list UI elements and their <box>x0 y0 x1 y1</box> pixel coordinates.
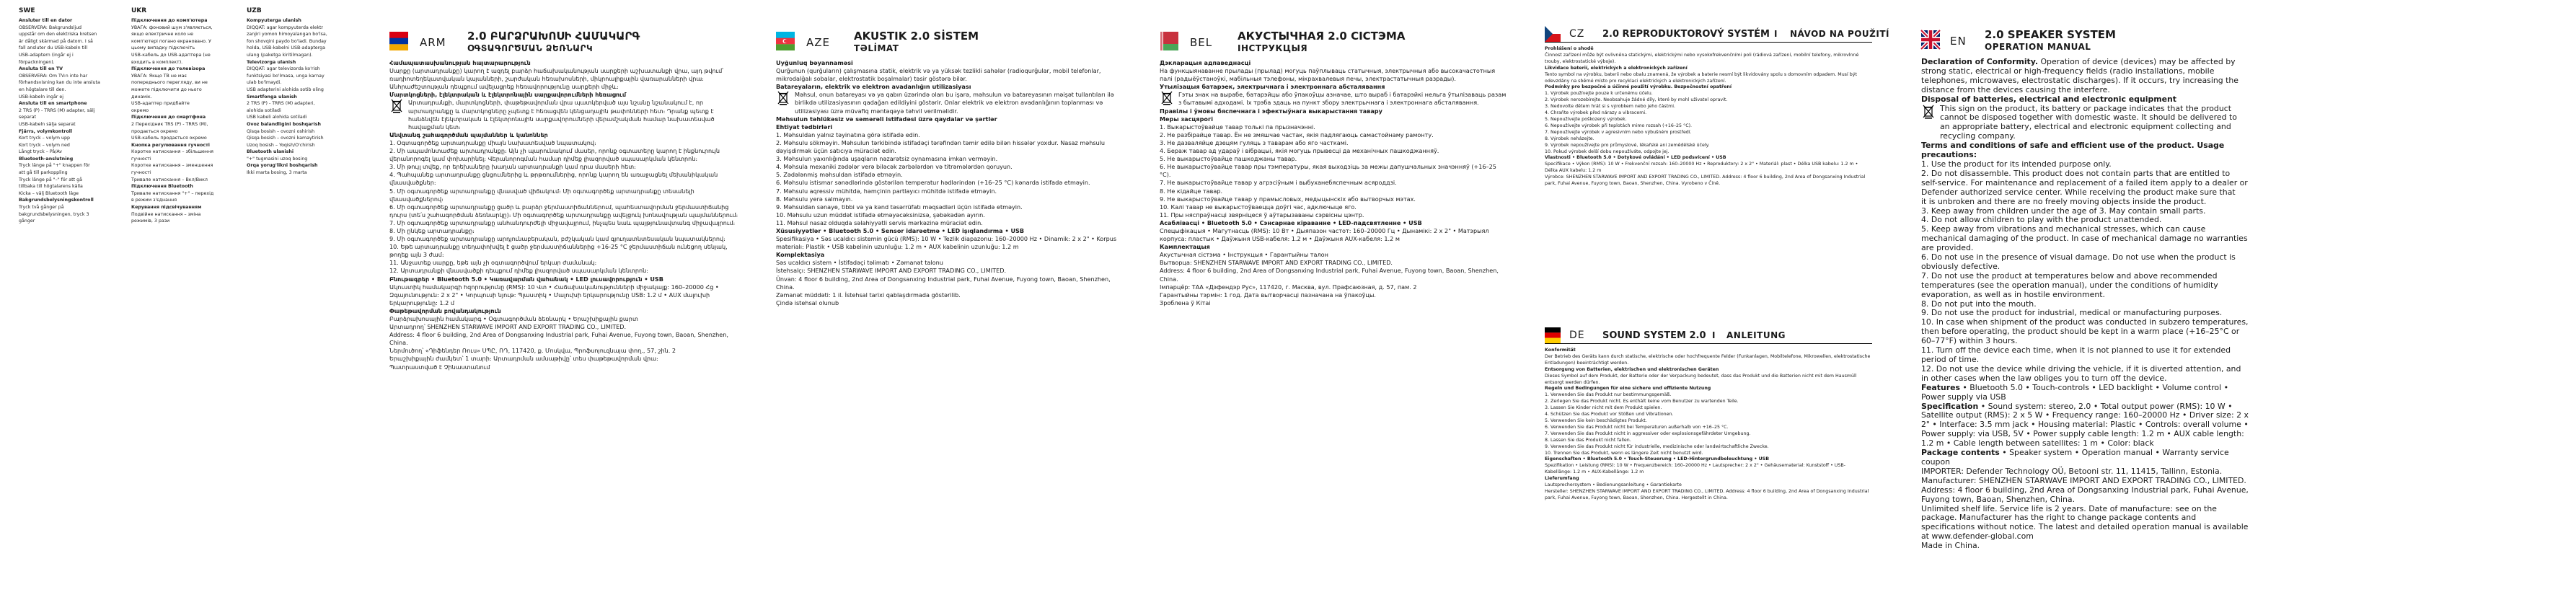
strip-line: комп'ютері погано екрановано. У <box>131 38 211 44</box>
paragraph: Ակուստիկ համակարգի հզորությունը (RMS): 10 Վտ • Հաճախականությունների միջակայք: 160–20000 Հց • Զգայունություն: 2 x 2" • Կորպուսի նյութ: Պլաստիկ • Մալուխի երկարությունը USB: 1.2 մ • AUX մալուխի երկարությունը: 1.2 մ <box>389 283 719 306</box>
paragraph: 1. Օգտագործեք արտադրանքը միայն նախատեսված նպատակով։ <box>389 138 596 146</box>
language-code: AZE <box>806 36 831 49</box>
paragraph: Spesifikasiya • Səs ucaldıcı sistemin gücü (RMS): 10 W • Tezlik diapazonu: 160–20000 Hz • Dinamik: 2 x 2" • Korpus materialı: Plastik • USB kabelinin uzunluğu: 1.2 m • AUX kabelinin uzunluğu: 1.2 m <box>776 235 1117 251</box>
strip-subheading: Bluetooth ulanishi <box>247 149 294 155</box>
section-heading: Vlastnosti • Bluetooth 5.0 • Dotykové ovládání • LED podsvícení • USB <box>1545 155 1726 161</box>
paragraph: 4. Do not allow children to play with the product unattended. <box>1921 215 2162 225</box>
strip-line: ulang (paketga kiritilmagan). <box>247 52 313 58</box>
paragraph: 10. Pokud výrobek delší dobu nepoužíváte, odpojte jej. <box>1545 149 1669 154</box>
strip-line: förpackningen). <box>19 59 55 65</box>
paragraph: 5. Nepoužívejte poškozený výrobek. <box>1545 116 1627 122</box>
strip-line: "+" tugmasini uzoq bosing <box>247 156 308 162</box>
paragraph-lead: Features <box>1921 382 1960 392</box>
strip-subheading: Підключення до смартфона <box>131 115 206 120</box>
paragraph-lead: Declaration of Conformity. <box>1921 57 2039 66</box>
strip-line: bakgrundsbelysningen, tryck 3 <box>19 211 89 217</box>
paragraph: 8. Не кідайце тавар. <box>1160 187 1223 195</box>
language-code: BEL <box>1190 36 1213 49</box>
section-heading: Konformität <box>1545 348 1576 353</box>
strip-line: Ikki marta bosing, 3 marta <box>247 170 307 176</box>
title-separator: I <box>1774 29 1778 39</box>
strip-line: входить в комплект). <box>131 59 183 65</box>
paragraph: 7. Məhsulu aqressiv mühitdə, həmçinin partlayıcı mühitdə istifadə etməyin. <box>776 187 997 195</box>
paragraph: 3. Keep away from children under the age of 3. May contain small parts. <box>1921 206 2206 216</box>
section-heading: Մարտկոցների, էլեկտրական և էլեկտրոնային սարքավորումների հեռացում <box>389 91 627 99</box>
panel-aze <box>770 0 1129 605</box>
paragraph: 11. Turn off the device each time, when it is not planned to use it for extended period of time. <box>1921 345 2231 364</box>
paragraph-text: • Bluetooth 5.0 • Touch-controls • LED backlight • Volume control • Power supply via USB <box>1921 382 2229 402</box>
strip-ukr <box>131 0 232 605</box>
paragraph <box>1921 402 2249 449</box>
strip-line: USB adapterini alohida sotib oling <box>247 87 324 92</box>
germany-flag-icon <box>1545 327 1561 343</box>
paragraph <box>1921 105 2249 142</box>
strip-line: USB-кабель до USB-адаптера (не <box>131 52 211 58</box>
strip-line: gånger <box>19 218 35 224</box>
panel-title: AKUSTIK 2.0 SİSTEM <box>854 30 979 43</box>
panel-header <box>389 27 738 56</box>
strip-line: якщо електричне коло не <box>131 32 193 37</box>
strip-line: USB-адаптер придбайте <box>131 101 190 107</box>
strip-subheading: Bluetooth-anslutning <box>19 156 74 162</box>
panel-cz <box>1545 27 1889 323</box>
paragraph: 3. Məhsulun yaxınlığında uşaqların nəzarətsiz oynamasına imkan verməyin. <box>776 155 998 163</box>
strip-subheading: Televizorga ulanish <box>247 59 296 65</box>
paragraph: 5. Zədələnmiş məhsuldan istifadə etməyin. <box>776 171 903 179</box>
strip-line: Подвійне натискання – зміна <box>131 211 201 217</box>
strip-line: УВАГА: фоновий шум з'являється, <box>131 25 213 30</box>
paragraph-text: Гэты знак на вырабе, батарэйцы або ўпакоўцы азначае, што выраб і батарэйкі нельга ўтылізаваць разам з бытавымі адходамі. Іх трэба здаць на пункт збору электрычнага і электроннага абсталявання. <box>1178 91 1507 107</box>
paragraph: Výrobce: SHENZHEN STARWAVE IMPORT AND EXPORT TRADING CO., LIMITED. Address: 4 floor 6 building, 2nd Area of Dongsanxing Industrial park, Fuhai Avenue, Fuyong town, Baoan, Shenzhen, China. Vyrobeno v Číně. <box>1545 175 1866 187</box>
panel-arm <box>384 0 744 605</box>
section-heading: Меры засцярогі <box>1160 115 1213 123</box>
panel-body <box>389 59 738 371</box>
armenia-flag-icon <box>389 32 408 50</box>
paragraph: 6. Do not use in the presence of visual damage. Do not use when the product is obviously defective. <box>1921 252 2236 271</box>
paragraph: 7. Do not use the product at temperatures below and above recommended temperatures (see the operation manual), under the conditions of humidity evaporation, as well as in hostile environment. <box>1921 270 2218 299</box>
panel-body <box>1545 348 1872 502</box>
paragraph: 7. Verwenden Sie das Produkt nicht in aggressiver oder explosionsgefährdeter Umgebung. <box>1545 430 1751 436</box>
strip-line: Тривале натискання "+" – перехід <box>131 190 214 196</box>
panel-header <box>1545 27 1889 43</box>
paragraph: 9. Մի օգտագործեք արտադրանքը արդյունաբերական, բժշկական կամ գյուղատնտեսական նպատակներով։ <box>389 235 725 243</box>
strip-heading: SWE <box>19 7 35 14</box>
azerbaijan-flag-icon <box>776 32 795 50</box>
paragraph: Činnost zařízení může být ovlivněna statickými, elektrickými nebo vysokofrekvenčními poli (rádiová zařízení, mobilní telefony, mikrovlnné trouby, elektrostatické výboje). <box>1545 52 1859 64</box>
section-heading: Likvidace baterií, elektrických a elektronických zařízení <box>1545 65 1688 71</box>
paragraph: 2. Не разбірайце тавар. Ён не змяшчае частак, якія падлягаюць самастойнаму рамонту. <box>1160 131 1434 138</box>
paragraph: 6. Verwenden Sie das Produkt nicht bei Temperaturen außerhalb von +16–25 °C. <box>1545 424 1729 430</box>
paragraph: 6. Məhsulu istismar sənədlərində göstərilən temperatur hədlərindən (+16–25 °C) kənarda istifadə etməyin. <box>776 179 1090 187</box>
paragraph: 9. Do not use the product for industrial, medical or manufacturing purposes. <box>1921 308 2223 318</box>
language-code: ARM <box>420 36 446 49</box>
strip-line: uppstår om den elektriska kretsen <box>19 32 97 37</box>
paragraph: 11. Məhsul nasaz olduqda səlahiyyətli servis mərkəzinə müraciət edin. <box>776 218 983 226</box>
strip-line: режимів, 3 рази <box>131 218 170 224</box>
paragraph: IMPORTER: Defender Technology OÜ, Betooni str. 11, 11415, Tallinn, Estonia. Manufacturer: SHENZHEN STARWAVE IMPORT AND EXPORT TRADING CO., LIMITED. Address: 4 floor 6 building, 2nd Area of Dongsanxing Industrial park, Fuhai Avenue, Fuyong town, Baoan, Shenzhen, China. <box>1921 466 2249 504</box>
title-separator: I <box>1712 330 1716 340</box>
paragraph <box>1921 384 2249 402</box>
strip-line: tillbaka till högtalarens källa <box>19 184 83 190</box>
section-heading: Podmínky pro bezpečné a účinné použití výrobku. Bezpečnostní opatření <box>1545 84 1732 90</box>
strip-subheading: Fjärrs, volymkontroll <box>19 128 73 134</box>
strip-line: Tryck två gånger på <box>19 205 64 211</box>
paragraph: 4. Chraňte výrobek před nárazy a vibracemi. <box>1545 110 1647 116</box>
paragraph: Спецыфікацыя • Магутнасць (RMS): 10 Вт • Дыяпазон частот: 160–20000 Гц • Дынамікі: 2 x 2" • Матэрыял корпуса: пластык • Даўжыня USB-кабеля: 1.2 м • Даўжыня AUX-кабеля: 1.2 м <box>1160 226 1489 243</box>
strip-subheading: Підключення Bluetooth <box>131 184 193 190</box>
panel-subtitle: NÁVOD NA POUŽITÍ <box>1790 29 1889 39</box>
section-heading: Асаблівасці • Bluetooth 5.0 • Сэнсарнае кіраванне • LED-падсвятленне • USB <box>1160 218 1422 226</box>
strip-line: Kort tryck – volym ned <box>19 142 70 148</box>
strip-line: Kicka – välj Bluetooth läge <box>19 190 79 196</box>
panel-subtitle: TƏLİMAT <box>854 43 899 53</box>
paragraph: 11. Пры няспраўнасці звярніцеся ў аўтарызаваны сэрвісны цэнтр. <box>1160 211 1364 218</box>
paragraph: 8. Do not put into the mouth. <box>1921 299 2037 309</box>
paragraph: 4. Məhsula mexaniki zədələr verə biləcək zərbələrdən və titrəmələrdən qoruyun. <box>776 163 1013 171</box>
paragraph: 10. Калі тавар не выкарыстоўваецца доўгі час, адключыце яго. <box>1160 203 1357 211</box>
panel-header <box>776 27 1124 56</box>
paragraph: 9. Výrobek nepoužívejte pro průmyslové, lékařské ani zemědělské účely. <box>1545 142 1710 148</box>
paragraph: Dieses Symbol auf dem Produkt, der Batterie oder der Verpackung bedeutet, dass das Produkt und die Batterien nicht mit dem Hausmüll entsorgt werden dürfen. <box>1545 373 1857 385</box>
strip-line: att gå till parkoppling <box>19 170 68 176</box>
strip-line: holda, USB-kabelni USB-adapterga <box>247 45 325 51</box>
strip-line: alohida sotiladi <box>247 107 281 113</box>
strip-line: Kort tryck – volym upp <box>19 136 70 141</box>
strip-line: en högtalare till den. <box>19 87 66 92</box>
paragraph: 2. Məhsulu sökməyin. Məhsulun tərkibində istifadəçi tərəfindən təmir edilə bilən hissələr yoxdur. Nasaz məhsulu dəyişdirmək üçün satıcıya müraciət edin. <box>776 138 1106 155</box>
paragraph: it is unbroken and there are no freely moving objects inside the product. <box>1921 196 2207 206</box>
section-heading: Regeln und Bedingungen für eine sichere und effiziente Nutzung <box>1545 386 1711 392</box>
paragraph: Зроблена ў Кітаі <box>1160 299 1211 306</box>
section-heading: Məhsulun təhlükəsiz və səmərəli istifadəsi üzrə qaydalar və şərtlər <box>776 115 997 123</box>
section-heading: Eigenschaften • Bluetooth 5.0 • Touch-Steuerung • LED-Hintergrundbeleuchtung • USB <box>1545 456 1770 462</box>
paragraph: Гарантыйны тэрмін: 1 год. Дата вытворчасці пазначана на ўпакоўцы. <box>1160 291 1376 299</box>
paragraph: 10. Եթե արտադրանքը տեղափոխվել է ցածր ջերմաստիճաններից +16-25 °C ջերմաստիճան ունեցող սենյակ, թողեք այն 3 ժամ։ <box>389 243 728 259</box>
panel-subtitle: ANLEITUNG <box>1726 330 1786 340</box>
panel-header <box>1921 26 2249 55</box>
paragraph: Երաշխիքային ժամկետ՝ 1 տարի։ Արտադրման ամսաթիվը՝ տես փաթեթավորման վրա։ <box>389 355 658 363</box>
strip-line: funktsiyasi bo'lmasa, unga karnay <box>247 73 325 79</box>
strip-subheading: Підключення до телевізора <box>131 66 206 72</box>
paragraph: 2. Do not disassemble. This product does not contain parts that are entitled to self-service. For maintenance and replacement of a failed item apply to a dealer or Defender authorized service center. While receiving the product make sure that <box>1921 168 2248 197</box>
panel-title: SOUND SYSTEM 2.0 <box>1602 330 1706 341</box>
section-heading: Անվտանգ շահագործման պայմաններ և կանոններ <box>389 131 548 138</box>
strip-line: 2 TRS (P) - TRRS (M) adapteri, <box>247 101 315 107</box>
panel-title: 2.0 REPRODUKTOROVÝ SYSTÉM <box>1602 29 1770 40</box>
paragraph <box>1921 449 2249 467</box>
strip-swe <box>19 0 120 605</box>
paragraph: Unlimited shelf life. Service life is 2 years. Date of manufacture: see on the package. Manufacturer has the right to change package contents and specifications without notice. The latest and detailed operation manual is available at www.defender-global.com <box>1921 503 2249 542</box>
strip-line: попереднього перегляду, ви не <box>131 80 208 86</box>
czech-flag-icon <box>1545 26 1561 42</box>
paragraph: 5. Не выкарыстоўвайце пашкоджаны тавар. <box>1160 155 1297 163</box>
section-heading: Дэкларацыя адпаведнасці <box>1160 59 1251 66</box>
paragraph-lead: Package contents <box>1921 448 2000 458</box>
paragraph: 6. Մի օգտագործեք արտադրանքը ցածր և բարձր ջերմաստիճաններում, պահեստավորման ջերմաստիճանից դուրս (տե՛ս շահագործման ձեռնարկը)։ Մի օգտագործեք արտադրանքը ավելցուկ խոնավության պայմաններում։ <box>389 203 738 218</box>
paragraph: 3. Не дазваляйце дзецям гуляць з таварам або яго часткамі. <box>1160 138 1349 146</box>
strip-line: OBSERVERA: Bakgrundsljud <box>19 25 82 30</box>
belarus-flag-icon <box>1160 32 1178 50</box>
paragraph-text: Operation of device (devices) may be affected by strong static, electrical or high-frequency fields (radio installations, mobile telephones, microwaves, electrostatic discharges). If it occurs, try increasing the distance from the devices causing the interfere. <box>1921 57 2239 94</box>
paragraph-text: • Speaker system • Operation manual • Warranty service coupon <box>1921 448 2229 467</box>
panel-header <box>1545 329 1872 345</box>
section-heading: Փաթեթավորման բովանդակություն <box>389 306 501 314</box>
strip-line: можете підключити до нього <box>131 87 202 92</box>
strip-line: Tryck länge på "–" för att gå <box>19 177 82 182</box>
paragraph <box>776 91 1124 115</box>
paragraph: Акустычная сістэма • Інструкцыя • Гарантыйны талон <box>1160 251 1328 259</box>
strip-line: är dåligt skärmad på datorn. I så <box>19 38 93 44</box>
strip-line: DIQQAT: agar kompyuterda elektr <box>247 25 324 30</box>
strip-subheading: Підключення до комп'ютера <box>131 18 208 23</box>
header-underline <box>1545 42 1872 43</box>
panel-subtitle: ІНСТРУКЦЫЯ <box>1238 43 1308 53</box>
paragraph: 3. Մի թույլ տվեք, որ երեխաները խաղան արտադրանքի կամ դրա մասերի հետ։ <box>389 163 636 171</box>
paragraph: 10. In case when shipment of the product was conducted in subzero temperatures, then before operating, the product should be kept in a warm place (+16–25°C or 60–77°F) within 3 hours. <box>1921 317 2249 346</box>
strip-subheading: Smartfonga ulanish <box>247 94 297 100</box>
paragraph: Lautsprechersystem • Bedienungsanleitung • Garantiekarte <box>1545 482 1682 488</box>
strip-heading: UKR <box>131 7 147 14</box>
section-heading: Prohlášení o shodě <box>1545 46 1594 51</box>
paragraph: 12. Do not use the device while driving the vehicle, if it is diverted attention, and in other cases when the law obliges you to turn off the device. <box>1921 363 2241 383</box>
strip-subheading: Ansluter till en dator <box>19 18 73 23</box>
panel-body <box>1545 46 1872 187</box>
section-heading: Բնութագրեր • Bluetooth 5.0 • Կառավարման վահանակ • LED լուսավորություն • USB <box>389 275 663 283</box>
panel-subtitle: ՕԳՏԱԳՈՐԾՄԱՆ ՁԵՌՆԱՐԿ <box>467 43 594 53</box>
paragraph: 10. Trennen Sie das Produkt, wenn es längere Zeit nicht benutzt wird. <box>1545 450 1703 456</box>
strip-subheading: Kompyuterga ulanish <box>247 18 301 23</box>
panel-body <box>1921 58 2249 551</box>
strip-line: Qisqa bosish – ovozni oshirish <box>247 128 315 134</box>
strip-line: гучності <box>131 156 151 162</box>
section-heading: Lieferumfang <box>1545 476 1579 482</box>
paragraph: 1. Výrobek používejte pouze k určenému účelu. <box>1545 91 1653 97</box>
strip-subheading: Ovoz balandligini boshqarish <box>247 121 321 127</box>
paragraph: Hersteller: SHENZHEN STARWAVE IMPORT AND EXPORT TRADING CO., LIMITED. Address: 4 floor 6 building, 2nd Area of Dongsanxing Industrial park, Fuhai Avenue, Fuyong town, Baoan, Shenzhen, China. Hergestellt in China. <box>1545 488 1869 500</box>
language-code: CZ <box>1569 28 1585 40</box>
panel-body <box>776 59 1124 307</box>
strip-line: separat <box>19 115 36 120</box>
language-code: EN <box>1950 35 1967 48</box>
strip-line: Tryck länge på "+" knappen för <box>19 163 90 169</box>
uk-flag-icon <box>1921 30 1940 49</box>
paragraph: Spezifikation • Leistung (RMS): 10 W • Frequenzbereich: 160–20000 Hz • Lautsprecher: 2 x 2" • Gehäusematerial: Kunststoff • USB-Kabellänge: 1.2 m • AUX-Kabellänge: 1.2 m <box>1545 463 1846 475</box>
paragraph: Ünvan: 4 floor 6 building, 2nd Area of Dongsanxing Industrial park, Fuhai Avenue, Fuyong town, Baoan, Shenzhen, China. <box>776 275 1111 291</box>
strip-subheading: Bakgrundsbelysningskontroll <box>19 198 94 203</box>
paragraph: 2. Մի ապամոնտաժեք արտադրանքը։ Այն չի պարունակում մասեր, որոնք օգտատերը կարող է ինքնուրույն վերանորոգել կամ փոխարինել։ Վերանորոգման համար դիմեք լիազորված սպասարկման կենտրոն։ <box>389 147 720 163</box>
paragraph: 1. Use the product for its intended purpose only. <box>1921 159 2112 169</box>
panel-title: 2.0 ԲԱՐՁՐԱԽՈՍԻ ՀԱՄԱԿԱՐԳ <box>467 30 640 43</box>
paragraph: Բարձրախոսային համակարգ • Օգտագործման ձեռնարկ • Երաշխիքային քարտ <box>389 315 638 322</box>
header-underline <box>1545 343 1872 344</box>
strip-line: окремо <box>131 107 149 113</box>
panel-body <box>1160 59 1507 307</box>
section-heading: Komplektasiya <box>776 251 825 259</box>
paragraph: Address: 4 floor 6 building, 2nd Area of Dongsanxing Industrial park, Fuhai Avenue, Fuyong town, Baoan, Shenzhen, China. <box>389 331 728 347</box>
strip-line: fon shovqini paydo bo'ladi. Bunday <box>247 38 327 44</box>
strip-line: OBSERVERA: Om TV:n inte har <box>19 73 88 79</box>
panel-de <box>1545 329 1872 603</box>
paragraph: 1. Verwenden Sie das Produkt nur bestimmungsgemäß. <box>1545 392 1672 398</box>
paragraph: Səs ucaldıcı sistem • İstifadəçi təlimatı • Zəmanət talonu <box>776 259 943 267</box>
paragraph: 8. Məhsulu yerə salmayın. <box>776 195 853 203</box>
paragraph: 4. Պահպանեք արտադրանքը ցնցումներից և թրթռումներից, որոնք կարող են առաջացնել մեխանիկական վնասվածքներ։ <box>389 171 718 187</box>
paragraph: 1. Məhsuldan yalnız təyinatına görə istifadə edin. <box>776 131 920 138</box>
strip-line: гучності <box>131 170 151 176</box>
paragraph-text: This sign on the product, its battery or package indicates that the product cannot be disposed together with domestic waste. It should be delivered to an appropriate battery, electrical and electronic equipment collecting and recycling company. <box>1940 103 2237 141</box>
paragraph: Tento symbol na výrobku, baterii nebo obalu znamená, že výrobek a baterie nesmí být likvidovány spolu s domovním odpadem. Musí být odevzdány na sběrné místo pro recyklaci elektrických a elektronických zařízení. <box>1545 71 1857 84</box>
paragraph: 7. Nepoužívejte výrobek v agresivním nebo výbušném prostředí. <box>1545 129 1692 135</box>
panel-title: АКУСТЫЧНАЯ 2.0 СІСТЭМА <box>1238 30 1406 43</box>
paragraph: 9. Не выкарыстоўвайце тавар у прамысловых, медыцынскіх або вытворчых мэтах. <box>1160 195 1416 203</box>
paragraph: Вытворца: SHENZHEN STARWAVE IMPORT AND EXPORT TRADING CO., LIMITED. <box>1160 259 1393 267</box>
paragraph: 11. Անջատեք սարքը, եթե այն չի օգտագործվում երկար ժամանակ։ <box>389 259 597 267</box>
paragraph: Qurğunun (qurğuların) çalışmasına statik, elektrik və ya yüksək tezlikli sahələr (radioqurğular, mobil telefonlar, mikrodalğalı sobalar, elektrostatik boşalmalar) təsir göstərə bilər. <box>776 67 1101 83</box>
paragraph: 9. Verwenden Sie das Produkt nicht für industrielle, medizinische oder landwirtschaftliche Zwecke. <box>1545 443 1769 449</box>
paragraph: Çində istehsal olunub <box>776 299 839 306</box>
strip-line: Långt tryck – På/Av <box>19 149 63 155</box>
paragraph: 8. Výrobek neházejte. <box>1545 136 1594 141</box>
strip-subheading: Керування підсвічуванням <box>131 205 202 211</box>
crossed-bin-icon <box>777 91 789 105</box>
paragraph: Address: 4 floor 6 building, 2nd Area of Dongsanxing Industrial park, Fuhai Avenue, Fuyong town, Baoan, Shenzhen, China. <box>1160 267 1499 283</box>
strip-line: Qisqa bosish – ovozni kamaytirish <box>247 136 324 141</box>
strip-line: Коротке натискання – збільшення <box>131 149 213 155</box>
strip-line: zanjiri yomon himoyalangan bo'lsa, <box>247 32 327 37</box>
paragraph: 6. Nepoužívejte výrobek při teplotách mimo rozsah (+16–25 °C). <box>1545 123 1693 128</box>
panel-en <box>1915 0 2254 605</box>
paragraph: 5. Մի օգտագործեք արտադրանքը վնասված վիճակում։ Մի օգտագործեք արտադրանքը տեսանելի վնասվածքներով։ <box>389 187 694 203</box>
paragraph-text: Məhsul, onun batareyası və ya qabın üzərində olan bu işarə, məhsulun və batareyasının məişət tullantıları ilə birlikdə utilizasiyasının qadağan edildiyini göstərir. Onlar elektrik və elektron avadanlığının toplanması və utilizasiyası üzrə müvafiq məntəqəyə təhvil verilməlidir. <box>795 91 1114 115</box>
section-heading: Правілы і ўмовы бяспечнага і эфектыўнага выкарыстання тавару <box>1160 107 1382 115</box>
crossed-bin-icon <box>391 99 402 113</box>
paragraph: 3. Lassen Sie Kinder nicht mit dem Produkt spielen. <box>1545 405 1662 411</box>
paragraph: 4. Schützen Sie das Produkt vor Stößen und Vibrationen. <box>1545 412 1674 418</box>
strip-line: в режим з'єднання <box>131 198 177 203</box>
strip-line: цьому випадку підключіть <box>131 45 195 51</box>
section-heading: Disposal of batteries, electrical and electronic equipment <box>1921 94 2176 104</box>
paragraph: Սարքը (արտադրանքը) կարող է ազդել բարձր հաճախականության սարքերի աշխատանքի վրա, այդ թվում՝ ռադիոտեղեկատվական կայանների, շարժական հեռախոսների, միկրոալիքային վառարանների վրա։ Անհրաժեշտության դեպքում ավելացրեք հեռավորությունը սարքերի միջև։ <box>389 67 724 91</box>
paragraph: Made in China. <box>1921 541 1980 551</box>
panel-header <box>1160 27 1507 56</box>
section-heading: Entsorgung von Batterien, elektrischen und elektronischen Geräten <box>1545 366 1719 372</box>
strip-line: USB-кабель продається окремо <box>131 136 207 141</box>
paragraph: 5. Keep away from vibrations and mechanical stresses, which can cause mechanical damaging of the product. In case of mechanical damage no warranties are provided. <box>1921 224 2248 253</box>
strip-line: ulab bo'lmaydi. <box>247 80 282 86</box>
paragraph: 10. Məhsulu uzun müddət istifadə etməyəcəksinizsə, şəbəkədən ayırın. <box>776 211 985 218</box>
crossed-bin-icon <box>1161 91 1173 105</box>
paragraph: 12. Արտադրանքի վնասվածքի դեպքում դիմեք լիազորված սպասարկման կենտրոն։ <box>389 267 648 275</box>
paragraph: 4. Бераж тавар ад удараў і вібрацыі, якія могуць прывесці да механічных пашкоджанняў. <box>1160 147 1439 155</box>
paragraph: 7. Не выкарыстоўвайце тавар у агрэсіўным і выбуханебяспечным асяроддзі. <box>1160 179 1397 187</box>
paragraph: 2. Zerlegen Sie das Produkt nicht. Es enthält keine vom Benutzer zu wartenden Teile. <box>1545 399 1739 405</box>
section-heading: Uyğunluq bəyannaməsi <box>776 59 853 66</box>
column-cz-de <box>1539 0 1889 605</box>
paragraph <box>1160 91 1507 107</box>
paragraph: На функцыянаванне прылады (прылад) могуць паўплываць статычныя, электрычныя або высокачастотныя палі (радыёўстаноўкі, мабільныя тэлефоны, мікрахвалевыя печы, электрастатычныя разрады). <box>1160 67 1496 83</box>
paragraph: Der Betrieb des Geräts kann durch statische, elektrische oder hochfrequente Felder (Funkanlagen, Mobiltelefone, Mikrowellen, elektrostatische Entladungen) beeinträchtigt werden. <box>1545 353 1871 366</box>
language-code: DE <box>1569 330 1585 341</box>
strip-line: 2 TRS (P) - TRRS (M) adapter, sälj <box>19 107 95 113</box>
strip-heading: UZB <box>247 7 262 14</box>
paragraph <box>1921 58 2249 95</box>
paragraph: 6. Не выкарыстоўвайце тавар пры тэмпературы, якая выходзіць за межы дапушчальных значэнняў (+16–25 °C). <box>1160 163 1496 179</box>
paragraph: 7. Մի օգտագործեք արտադրանքը անհանդուրժելի միջավայրում, ինչպես նաև պայթյունավտանգ միջավայրում։ <box>389 218 736 226</box>
strip-subheading: Кнопка регулювання гучності <box>131 142 210 148</box>
paragraph: 3. Nedovolte dětem hrát si s výrobkem nebo jeho částmi. <box>1545 104 1676 110</box>
paragraph: Արտադրող՝ SHENZHEN STARWAVE IMPORT AND EXPORT TRADING CO., LIMITED. <box>389 323 627 331</box>
paragraph: 5. Verwenden Sie kein beschädigtes Produkt. <box>1545 418 1647 423</box>
panel-title: 2.0 SPEAKER SYSTEM <box>1985 28 2116 41</box>
strip-line: USB-adaptern (ingår ej i <box>19 52 74 58</box>
strip-line: Uzoq bosish – Yoqish/O'chirish <box>247 142 315 148</box>
paragraph-text: • Sound system: stereo, 2.0 • Total output power (RMS): 10 W • Satellite output (RMS): 2 x 5 W • Frequency range: 160–20000 Hz • Driver size: 2 x 2" • Interface: 3.5 mm jack • Housing material: Plastic • Controls: overall volume • Power supply: via USB, 5V • Power supply cable length: 1.2 m • AUX cable length: 1.2 m • Cable length between satellites: 1 m • Color: black <box>1921 401 2249 449</box>
strip-uzb <box>247 0 348 605</box>
paragraph: Specifikace • Výkon (RMS): 10 W • Frekvenční rozsah: 160–20000 Hz • Reproduktory: 2 x 2" • Materiál: plast • Délka USB kabelu: 1.2 m • Délka AUX kabelu: 1.2 m <box>1545 162 1858 174</box>
section-heading: Xüsusiyyətlər • Bluetooth 5.0 • Sensor idarəetmə • LED işıqlandırma • USB <box>776 226 1025 234</box>
paragraph: Պատրաստված է Չինաստանում <box>389 363 490 371</box>
paragraph: 2. Výrobek nerozebírejte. Neobsahuje žádné díly, které by mohl uživatel opravit. <box>1545 97 1728 103</box>
strip-line: продається окремо <box>131 128 178 134</box>
strip-line: fall ansluter du USB-kabeln till <box>19 45 88 51</box>
section-heading: Камплектацыя <box>1160 243 1210 251</box>
paragraph-text: Արտադրանքի, մարտկոցների, փաթեթավորման վրա պատկերված այս նշանը նշանակում է, որ արտադրանքը և մարտկոցները չպետք է հեռացվեն կենցաղային թափոնների հետ։ Դրանք պետք է հանձնվեն էլեկտրական և էլեկտրոնային սարքավորումների վերամշակման համար նախատեսված հավաքման կետ։ <box>408 99 715 131</box>
strip-line: USB-kabeln ingår ej <box>19 94 64 100</box>
paragraph <box>389 99 738 131</box>
strip-line: Тривале натискання – Вкл/Викл <box>131 177 208 182</box>
section-heading: Համապատասխանության հայտարարություն <box>389 59 531 66</box>
paragraph: İstehsalçı: SHENZHEN STARWAVE IMPORT AND EXPORT TRADING CO., LIMITED. <box>776 267 1007 275</box>
paragraph: 8. Lassen Sie das Produkt nicht fallen. <box>1545 437 1631 443</box>
paragraph-lead: Specification <box>1921 401 1979 411</box>
section-heading: Ehtiyat tədbirləri <box>776 123 833 131</box>
strip-line: динамік. <box>131 94 152 100</box>
strip-subheading: Orqa yorug'likni boshqarish <box>247 163 318 169</box>
paragraph: 1. Выкарыстоўвайце тавар толькі па прызначэнні. <box>1160 123 1315 131</box>
strip-line: USB-kabeln sälja separat <box>19 121 76 127</box>
section-heading: Terms and conditions of safe and efficient use of the product. Usage precautions: <box>1921 141 2225 160</box>
section-heading: Утылізацыя батарэек, электрычнага і электроннага абсталявання <box>1160 83 1385 91</box>
paragraph: 8. Մի ընկեք արտադրանքը։ <box>389 226 475 234</box>
crossed-bin-icon <box>1923 105 1934 119</box>
paragraph: Ներմուծող՝ «Դիֆենդեր Ռուս» ՍՊԸ, ՌԴ, 117420, ք. Մոսկվա, Պրոֆսոյուզնայա փող., 57, շին. 2 <box>389 347 676 355</box>
paragraph: Zəmanət müddəti: 1 il. İstehsal tarixi qablaşdırmada göstərilib. <box>776 291 961 299</box>
paragraph: 9. Məhsuldan sənaye, tibbi və ya kənd təsərrüfatı məqsədləri üçün istifadə etməyin. <box>776 203 1023 211</box>
paragraph: Імпарцёр: ТАА «Дэфендэр Рус», 117420, г. Масква, вул. Прафсаюзная, д. 57, пам. 2 <box>1160 283 1417 291</box>
strip-line: УВАГА: Якщо ТВ не має <box>131 73 187 79</box>
panel-subtitle: OPERATION MANUAL <box>1985 42 2091 52</box>
strip-line: förhandsvisning kan du inte ansluta <box>19 80 100 86</box>
section-heading: Batareyaların, elektrik və elektron avadanlığın utilizasiyası <box>776 83 971 91</box>
strip-subheading: Ansluta till en smartphone <box>19 101 87 107</box>
panel-bel <box>1154 0 1513 605</box>
strip-subheading: Ansluta till en TV <box>19 66 63 72</box>
strip-line: 2 Перехідник TRS (P) - TRRS (M), <box>131 121 208 127</box>
strip-line: USB kabeli alohida sotiladi <box>247 115 307 120</box>
strip-line: Коротке натискання – зменшення <box>131 163 213 169</box>
strip-line: DIQQAT: agar televizorda ko'rish <box>247 66 320 72</box>
